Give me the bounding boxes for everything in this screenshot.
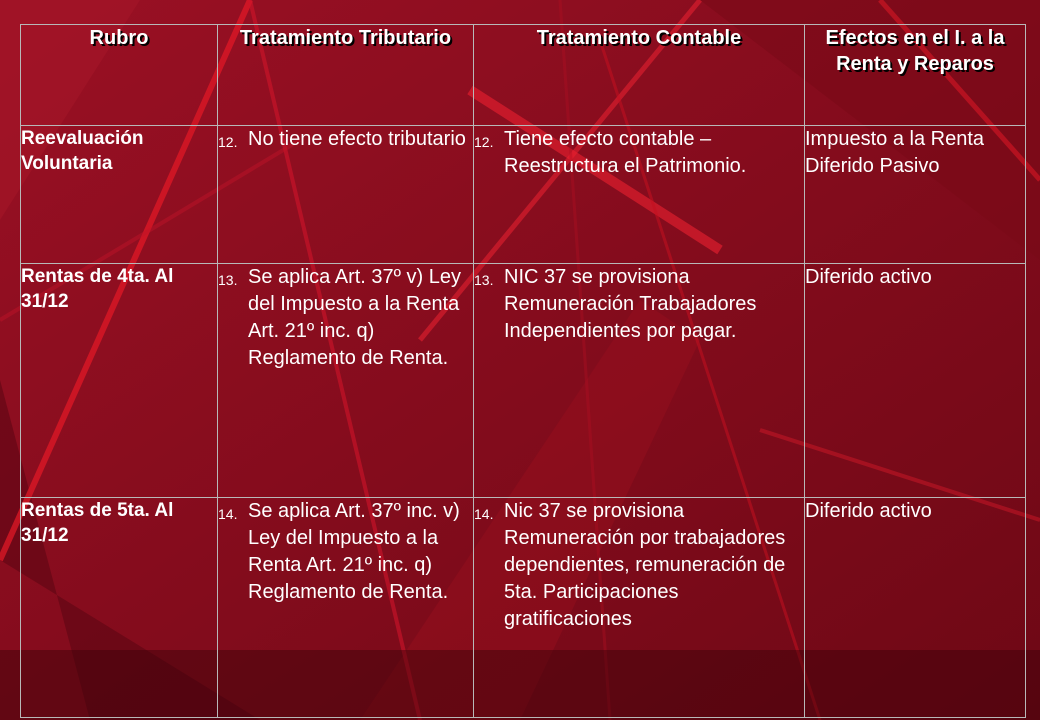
rubro-cell: Rentas de 4ta. Al 31/12	[21, 264, 218, 498]
item-text: NIC 37 se provisiona Remuneración Trabajadores Independientes por pagar.	[504, 266, 757, 342]
table-row	[21, 498, 1026, 718]
contable-cell	[474, 264, 805, 498]
tributario-cell	[218, 264, 474, 498]
header-tratamiento-tributario: Tratamiento Tributario	[218, 25, 474, 126]
header-rubro: Rubro	[21, 25, 218, 126]
header-efectos: Efectos en el I. a la Renta y Reparos	[805, 25, 1026, 126]
contable-cell	[474, 498, 805, 718]
rubro-cell: Rentas de 5ta. Al 31/12	[21, 498, 218, 718]
rubro-cell: Reevaluación Voluntaria	[21, 126, 218, 264]
item-number: 13.	[218, 272, 238, 288]
table-row	[21, 126, 1026, 264]
item-text: Se aplica Art. 37º v) Ley del Impuesto a la Renta Art. 21º inc. q) Reglamento de Renta.	[248, 266, 461, 369]
item-number: 12.	[218, 134, 238, 150]
item-number: 12.	[474, 134, 494, 150]
header-row	[21, 25, 1026, 126]
item-number: 13.	[474, 272, 494, 288]
item-text: Tiene efecto contable – Reestructura el Patrimonio.	[504, 128, 747, 177]
efecto-cell: Diferido activo	[805, 264, 1026, 498]
tributario-cell	[218, 126, 474, 264]
efecto-cell: Diferido activo	[805, 498, 1026, 718]
item-text: Nic 37 se provisiona Remuneración por trabajadores dependientes, remuneración de 5ta. Participaciones gratificaciones	[504, 500, 786, 630]
header-tratamiento-contable: Tratamiento Contable	[474, 25, 805, 126]
contable-cell	[474, 126, 805, 264]
item-text: Se aplica Art. 37º inc. v) Ley del Impuesto a la Renta Art. 21º inc. q) Reglamento de Renta.	[248, 500, 460, 603]
item-number: 14.	[218, 506, 238, 522]
tributario-cell	[218, 498, 474, 718]
content-table	[20, 24, 1026, 718]
table-row	[21, 264, 1026, 498]
item-number: 14.	[474, 506, 494, 522]
item-text: No tiene efecto tributario	[248, 128, 466, 150]
efecto-cell: Impuesto a la Renta Diferido Pasivo	[805, 126, 1026, 264]
